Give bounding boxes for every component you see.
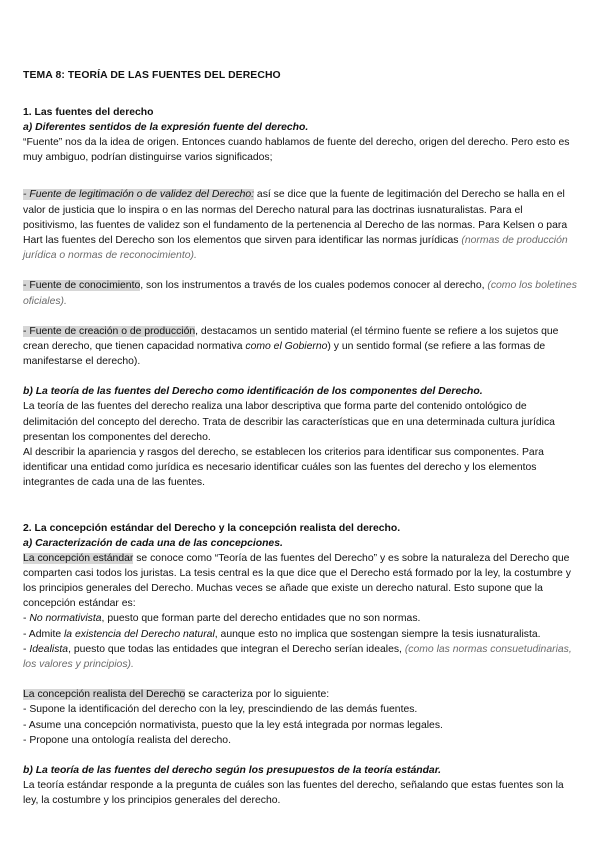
list-item-text: , puesto que forman parte del derecho entidades que no son normas. [101, 613, 421, 625]
list-item [23, 627, 579, 642]
spacer [23, 748, 579, 763]
list-item [23, 611, 579, 626]
spacer [23, 672, 579, 687]
section-2a-heading: a) Caracterización de cada una de las concepciones. [23, 537, 283, 549]
paragraph-estandar [23, 551, 579, 612]
paragraph-creacion [23, 324, 579, 370]
list-bullet: - [23, 613, 30, 625]
list-bullet: - Admite [23, 628, 64, 640]
document-title: TEMA 8: TEORÍA DE LAS FUENTES DEL DERECHO [23, 70, 281, 81]
section-1b-paragraph-1: La teoría de las fuentes del derecho realiza una labor descriptiva que forma parte del contenido ontológico de delimitación del concepto del derecho. Trata de describir las características que en una determinada cultura jurídica presentan los componentes del derecho. [23, 401, 555, 443]
conocimiento-text: , son los instrumentos a través de los cuales podemos conocer al derecho, [140, 280, 488, 292]
list-item: - Supone la identificación del derecho con la ley, prescindiendo de las demás fuentes. [23, 704, 418, 716]
conocimiento-note: (como los boletines oficiales). [23, 280, 577, 307]
legitimacion-text: así se dice que la fuente de legitimación del Derecho se halla en el valor de justicia que lo inspira o en las normas del Derecho natural para las doctrinas iusnaturalistas. Para el positivismo, las fuentes de validez son el fundamento de la pertenencia al Derecho de las normas. Para Kelsen o para Hart las fuentes del Derecho son los elementos que sirven para identificar las normas jurídicas [23, 189, 568, 247]
section-1a-intro: “Fuente” nos da la idea de origen. Entonces cuando hablamos de fuente del derecho, origen del derecho. Pero esto es muy ambiguo, podrían distinguirse varios significados; [23, 137, 570, 164]
list-item-text: , aunque esto no implica que sostengan siempre la tesis iusnaturalista. [214, 628, 541, 640]
realista-text: se caracteriza por lo siguiente: [185, 689, 330, 701]
section-2b-heading: b) La teoría de las fuentes del derecho según los presupuestos de la teoría estándar. [23, 765, 442, 777]
spacer [23, 83, 579, 105]
spacer [23, 165, 579, 187]
paragraph-conocimiento [23, 278, 579, 308]
spacer [23, 309, 579, 324]
section-2-heading: 2. La concepción estándar del Derecho y la concepción realista del derecho. [23, 522, 401, 534]
section-1a-heading: a) Diferentes sentidos de la expresión fuente del derecho. [23, 122, 309, 133]
highlight-legitimacion: - Fuente de legitimación o de validez del Derecho: [23, 189, 255, 201]
paragraph-legitimacion [23, 187, 579, 263]
spacer [23, 263, 579, 278]
list-item-italic: No normativista [29, 613, 102, 625]
section-1b-paragraph-2: Al describir la apariencia y rasgos del derecho, se establecen los criterios para identificar sus componentes. Para identificar una entidad como jurídica es necesario identificar cuáles son las fuentes del derecho y los elementos integrantes de cada una de las fuentes. [23, 447, 544, 489]
document-page [23, 68, 579, 809]
highlight-estandar: La concepción estándar [23, 552, 134, 564]
creacion-text-2: ) y un sentido formal (se refiere a las formas de manifestarse el derecho). [23, 341, 546, 368]
creacion-italic: como el Gobierno [245, 341, 328, 353]
spacer [23, 491, 579, 506]
list-bullet: - [23, 643, 30, 655]
section-2b-paragraph-1: La teoría estándar responde a la pregunta de cuáles son las fuentes del derecho, señalando que estas fuentes son la ley, la costumbre y los principios generales del derecho. [23, 780, 564, 807]
list-item: - Propone una ontología realista del derecho. [23, 734, 231, 746]
legitimacion-note: (normas de producción jurídica o normas de reconocimiento). [23, 235, 568, 262]
highlight-realista: La concepción realista del Derecho [23, 689, 186, 701]
spacer [23, 506, 579, 521]
list-item-italic: Idealista [29, 643, 69, 655]
list-item-text: , puesto que todas las entidades que integran el Derecho serían ideales, [68, 643, 405, 655]
list-item-italic: la existencia del Derecho natural [64, 628, 215, 640]
list-item: - Asume una concepción normativista, puesto que la ley está integrada por normas legales. [23, 719, 443, 731]
list-item-note: (como las normas consuetudinarias, los valores y principios). [23, 643, 572, 671]
creacion-text-1: , destacamos un sentido material (el término fuente se refiere a los sujetos que crean derecho, que tienen capacidad normativa [23, 325, 559, 353]
estandar-text: se conoce como “Teoría de las fuentes del Derecho” y es sobre la naturaleza del Derecho que comparten casi todos los juristas. La tesis central es la que dice que el Derecho está formado por la ley, la costumbre y los principios generales del Derecho. Muchas veces se añade que existe un derecho natural. Esto supone que la concepción estándar es: [23, 552, 571, 610]
highlight-creacion: - Fuente de creación o de producción [23, 325, 196, 337]
spacer [23, 369, 579, 384]
section-1-heading: 1. Las fuentes del derecho [23, 107, 154, 118]
section-1b-heading: b) La teoría de las fuentes del Derecho como identificación de los componentes del Derecho. [23, 386, 483, 398]
highlight-conocimiento: - Fuente de conocimiento [23, 280, 141, 292]
paragraph-realista [23, 687, 579, 702]
list-item [23, 642, 579, 672]
